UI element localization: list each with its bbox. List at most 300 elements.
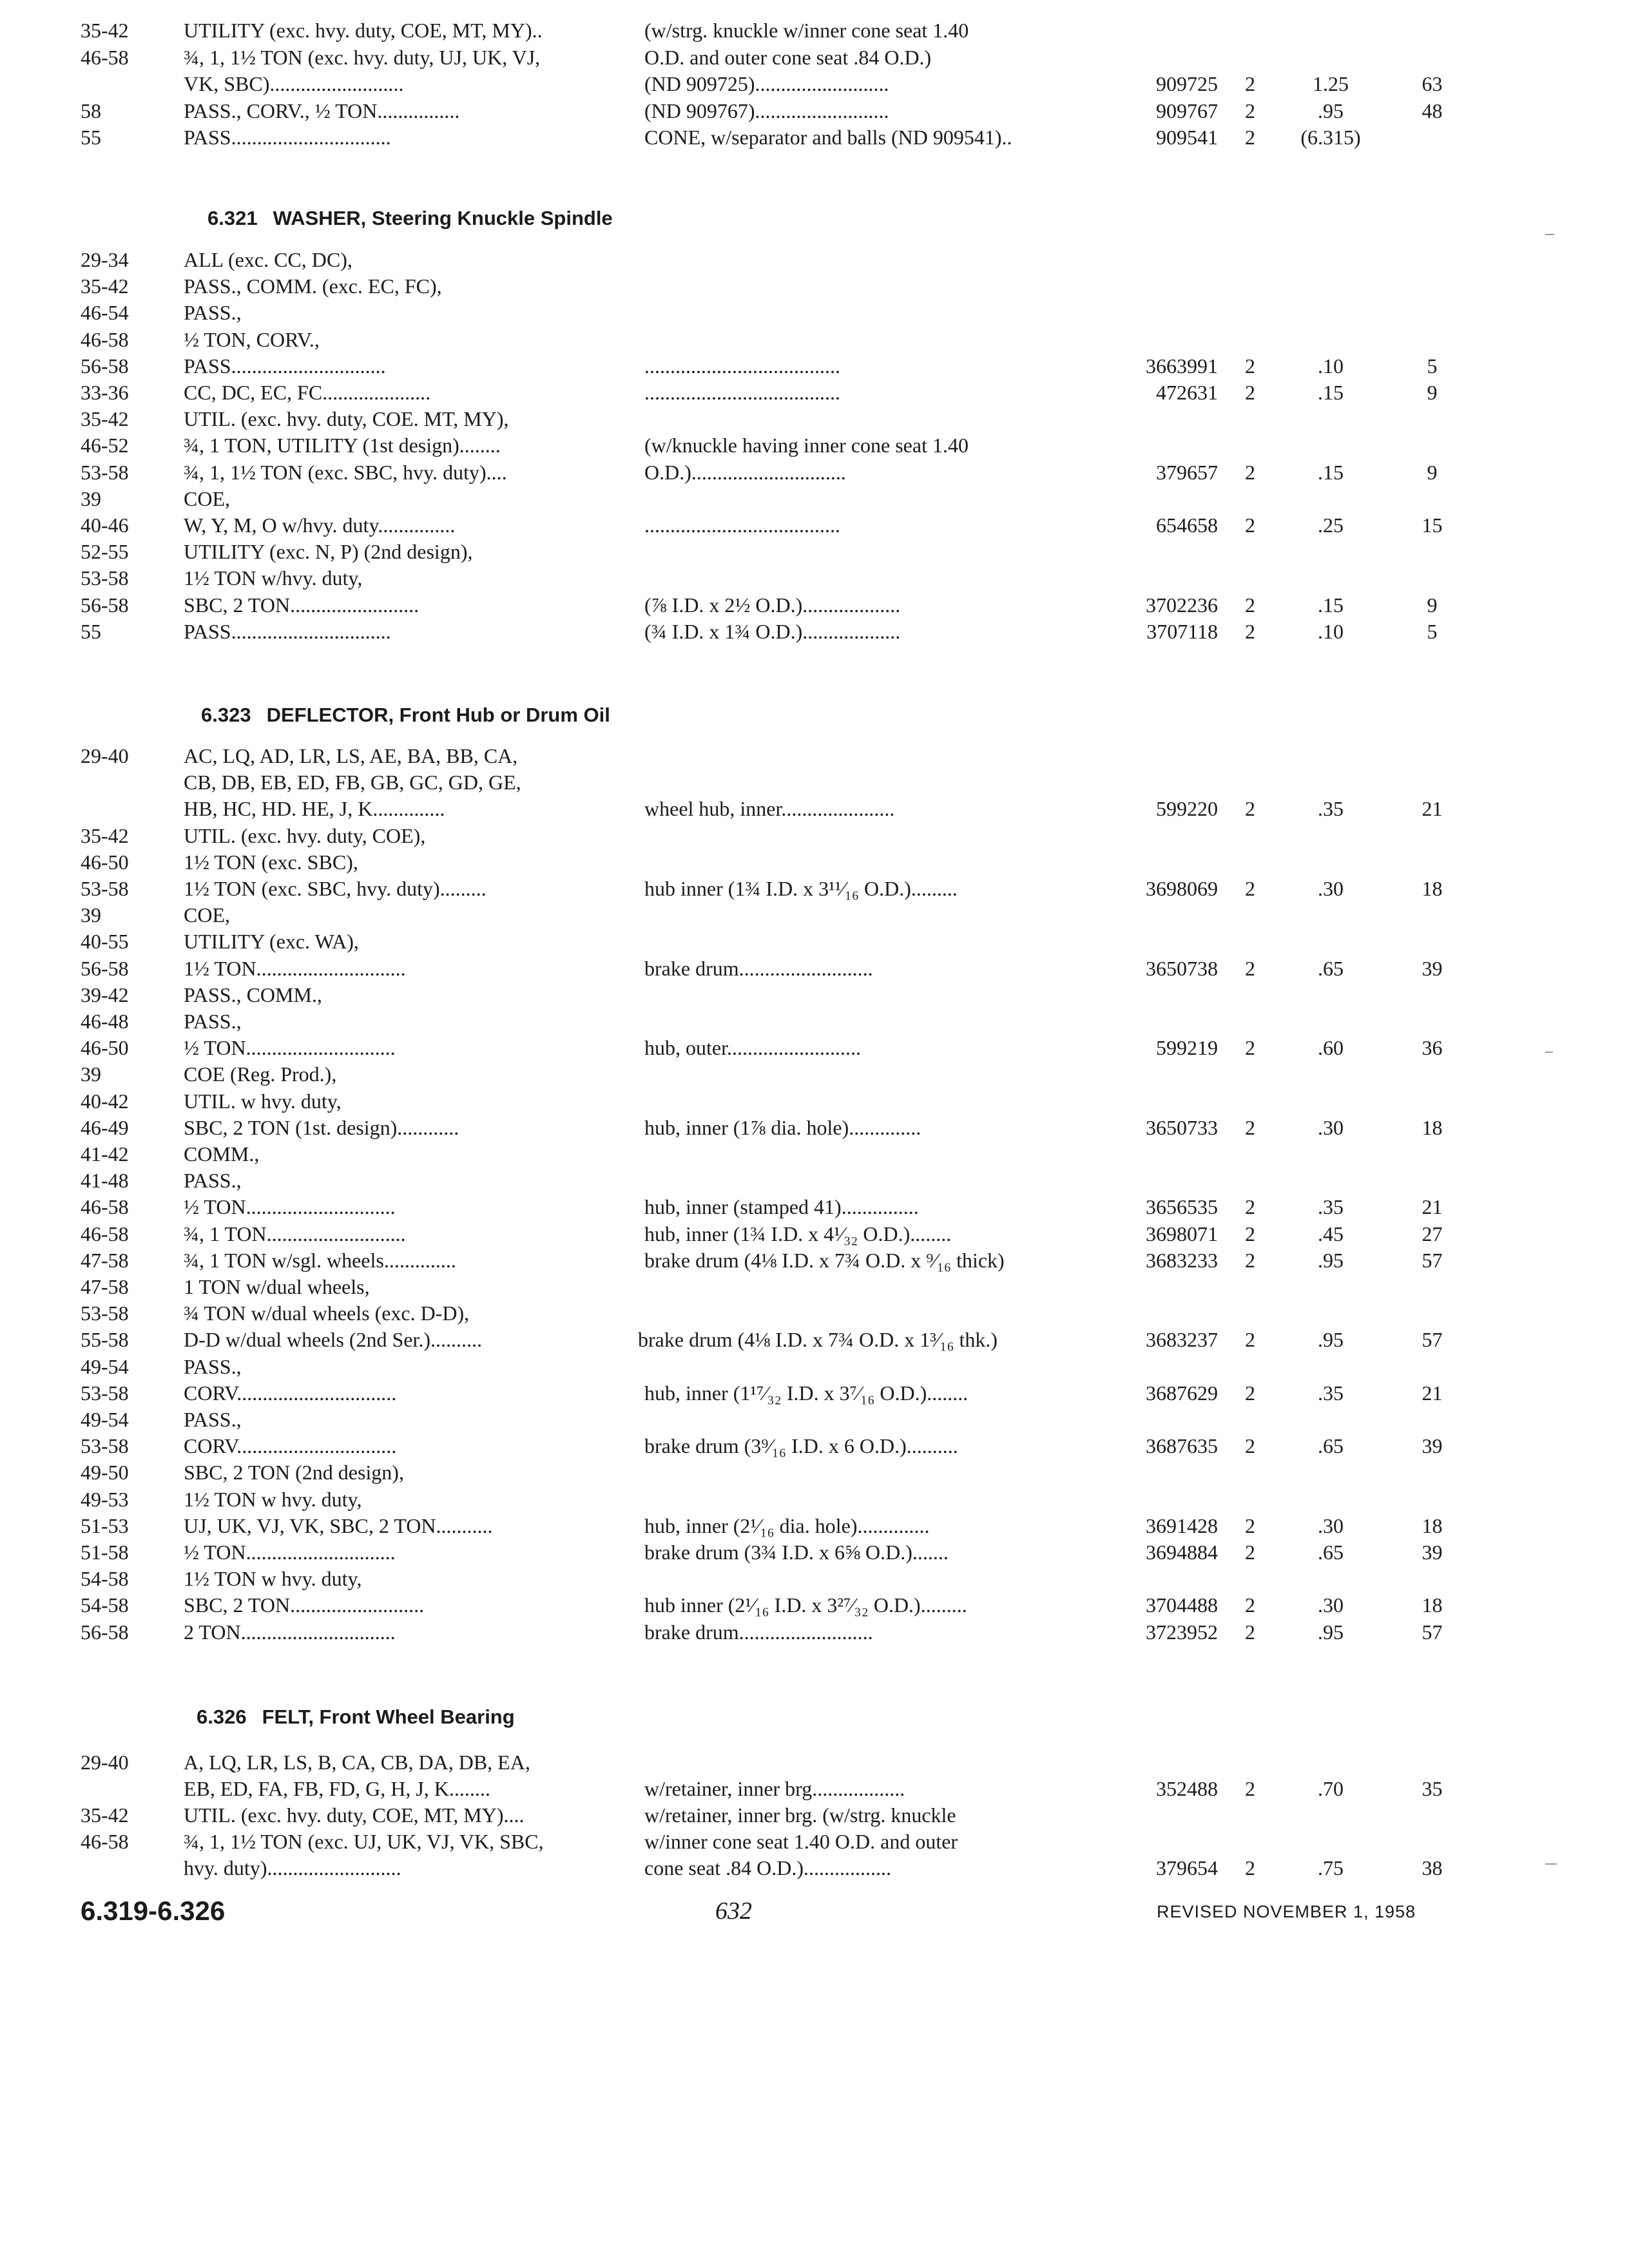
parts-row	[0, 379, 1629, 406]
row-part-number: 3687635	[1146, 1434, 1218, 1457]
row-quantity: 2	[1245, 1620, 1255, 1644]
row-years: 35-42	[81, 407, 129, 430]
parts-row	[0, 326, 1629, 353]
parts-row	[0, 1088, 1629, 1115]
row-quantity: 2	[1245, 1434, 1255, 1457]
parts-row	[0, 1565, 1629, 1592]
parts-row	[0, 1379, 1629, 1407]
row-description: (w/knuckle having inner cone seat 1.40	[644, 434, 969, 457]
row-price: (6.315)	[1300, 126, 1361, 149]
row-weight: 18	[1422, 1593, 1443, 1617]
row-years: 56-58	[81, 593, 129, 617]
row-application: ¾, 1 TON w/sgl. wheels..............	[184, 1249, 456, 1272]
row-application: HB, HC, HD. HE, J, K..............	[184, 797, 445, 820]
row-part-number: 3650733	[1146, 1116, 1218, 1139]
row-quantity: 2	[1245, 593, 1255, 617]
row-weight: 5	[1427, 354, 1438, 378]
row-description: w/retainer, inner brg. (w/strg. knuckle	[644, 1803, 956, 1827]
row-years: 56-58	[81, 354, 129, 378]
section-heading	[201, 700, 610, 730]
row-weight: 57	[1422, 1328, 1443, 1351]
row-application: PASS., COMM.,	[184, 983, 322, 1006]
parts-row	[0, 769, 1629, 796]
row-years: 29-40	[81, 1751, 129, 1774]
row-price: .70	[1318, 1777, 1344, 1800]
row-years: 46-52	[81, 434, 129, 457]
row-application: 1½ TON w/hvy. duty,	[184, 566, 363, 590]
parts-row	[0, 44, 1629, 71]
row-weight: 38	[1422, 1856, 1443, 1879]
row-part-number: 3698069	[1146, 877, 1218, 900]
parts-row	[0, 1512, 1629, 1539]
row-application: D-D w/dual wheels (2nd Ser.)..........	[184, 1328, 483, 1351]
parts-row	[0, 928, 1629, 955]
row-years: 40-46	[81, 514, 129, 537]
row-quantity: 2	[1245, 1116, 1255, 1139]
row-application: UTILITY (exc. hvy. duty, COE, MT, MY)..	[184, 19, 543, 42]
row-years: 55	[81, 620, 101, 643]
row-years: 51-58	[81, 1541, 129, 1564]
row-application: PASS.,	[184, 1010, 242, 1033]
margin-mark	[1545, 234, 1554, 235]
parts-row	[0, 432, 1629, 459]
parts-row	[0, 1140, 1629, 1168]
parts-row	[0, 875, 1629, 902]
row-part-number: 379654	[1156, 1856, 1218, 1879]
row-application: ¾ TON w/dual wheels (exc. D-D),	[184, 1302, 470, 1325]
row-application: ¾, 1 TON...........................	[184, 1222, 406, 1245]
row-weight: 21	[1422, 797, 1443, 820]
row-weight: 39	[1422, 1434, 1443, 1457]
row-part-number: 3650738	[1146, 957, 1218, 980]
row-years: 46-50	[81, 850, 129, 874]
row-years: 51-53	[81, 1514, 129, 1537]
row-years: 54-58	[81, 1593, 129, 1617]
row-quantity: 2	[1245, 126, 1255, 149]
row-application: hvy. duty)..........................	[184, 1856, 401, 1879]
row-years: 49-54	[81, 1355, 129, 1378]
row-years: 55	[81, 126, 101, 149]
section-heading	[207, 204, 613, 233]
section-title: DEFLECTOR, Front Hub or Drum Oil	[266, 704, 610, 726]
row-application: ¾, 1, 1½ TON (exc. UJ, UK, VJ, VK, SBC,	[184, 1830, 544, 1853]
row-price: .95	[1318, 1328, 1344, 1351]
row-description: brake drum (4⅛ I.D. x 7¾ O.D. x ⁹⁄₁₆ thick)	[644, 1249, 1005, 1272]
row-quantity: 2	[1245, 1777, 1255, 1800]
row-application: ¾, 1 TON, UTILITY (1st design)........	[184, 434, 501, 457]
row-application: A, LQ, LR, LS, B, CA, CB, DA, DB, EA,	[184, 1751, 530, 1774]
row-description: cone seat .84 O.D.).................	[644, 1856, 892, 1879]
row-years: 55-58	[81, 1328, 129, 1351]
row-description: ......................................	[644, 514, 840, 537]
parts-row	[0, 1486, 1629, 1513]
row-application: PASS., CORV., ½ TON................	[184, 99, 460, 122]
row-application: ALL (exc. CC, DC),	[184, 248, 352, 271]
row-part-number: 909541	[1156, 126, 1218, 149]
row-description: w/inner cone seat 1.40 O.D. and outer	[644, 1830, 958, 1853]
row-application: UTIL. (exc. hvy. duty, COE. MT, MY),	[184, 407, 509, 430]
row-application: ¾, 1, 1½ TON (exc. SBC, hvy. duty)....	[184, 461, 507, 484]
row-price: .35	[1318, 1195, 1344, 1218]
row-years: 47-58	[81, 1249, 129, 1272]
row-weight: 36	[1422, 1036, 1443, 1059]
row-years: 29-40	[81, 744, 129, 767]
row-years: 49-54	[81, 1408, 129, 1431]
margin-mark	[1545, 1052, 1553, 1053]
row-description: w/retainer, inner brg..................	[644, 1777, 905, 1800]
parts-row	[0, 538, 1629, 565]
parts-row	[0, 1802, 1629, 1829]
row-part-number: 599219	[1156, 1036, 1218, 1059]
row-description: brake drum..........................	[644, 957, 873, 980]
row-price: .10	[1318, 354, 1344, 378]
row-years: 53-58	[81, 1434, 129, 1457]
row-price: .60	[1318, 1036, 1344, 1059]
row-application: ½ TON.............................	[184, 1195, 396, 1218]
row-description: hub, outer..........................	[644, 1036, 861, 1059]
row-application: PASS., COMM. (exc. EC, FC),	[184, 274, 442, 298]
row-quantity: 2	[1245, 381, 1255, 404]
parts-row	[0, 273, 1629, 300]
row-price: .75	[1318, 1856, 1344, 1879]
row-part-number: 379657	[1156, 461, 1218, 484]
row-years: 46-58	[81, 1222, 129, 1245]
row-years: 39	[81, 487, 101, 510]
row-years: 53-58	[81, 877, 129, 900]
row-description: ......................................	[644, 354, 840, 378]
row-description: (w/strg. knuckle w/inner cone seat 1.40	[644, 19, 969, 42]
row-description: brake drum (4⅛ I.D. x 7¾ O.D. x 1³⁄₁₆ thk.)	[638, 1328, 998, 1351]
row-price: .15	[1318, 381, 1344, 404]
row-application: PASS...............................	[184, 126, 391, 149]
row-years: 46-48	[81, 1010, 129, 1033]
revision-date: REVISED NOVEMBER 1, 1958	[1157, 1902, 1416, 1921]
row-description: (⅞ I.D. x 2½ O.D.)...................	[644, 593, 901, 617]
row-years: 52-55	[81, 540, 129, 563]
row-application: UJ, UK, VJ, VK, SBC, 2 TON...........	[184, 1514, 493, 1537]
row-application: CC, DC, EC, FC.....................	[184, 381, 431, 404]
row-application: ½ TON, CORV.,	[184, 328, 320, 351]
row-description: ......................................	[644, 381, 840, 404]
row-years: 58	[81, 99, 101, 122]
parts-row	[0, 1193, 1629, 1220]
row-part-number: 3691428	[1146, 1514, 1218, 1537]
row-years: 47-58	[81, 1275, 129, 1298]
row-description: (¾ I.D. x 1¾ O.D.)...................	[644, 620, 901, 643]
parts-row	[0, 1828, 1629, 1855]
row-years: 35-42	[81, 274, 129, 298]
parts-row	[0, 1300, 1629, 1327]
parts-row	[0, 1167, 1629, 1194]
row-part-number: 3683233	[1146, 1249, 1218, 1272]
row-application: CORV...............................	[184, 1381, 397, 1405]
row-part-number: 3723952	[1146, 1620, 1218, 1644]
row-quantity: 2	[1245, 877, 1255, 900]
row-years: 49-50	[81, 1461, 129, 1484]
row-part-number: 3707118	[1146, 620, 1218, 643]
parts-row	[0, 901, 1629, 928]
parts-row	[0, 1034, 1629, 1061]
row-application: SBC, 2 TON (2nd design),	[184, 1461, 404, 1484]
row-weight: 35	[1422, 1777, 1443, 1800]
row-application: EB, ED, FA, FB, FD, G, H, J, K........	[184, 1777, 490, 1800]
row-price: .35	[1318, 1381, 1344, 1405]
row-weight: 21	[1422, 1381, 1443, 1405]
row-description: hub inner (2¹⁄₁₆ I.D. x 3²⁷⁄₃₂ O.D.).........	[644, 1593, 967, 1617]
row-years: 46-58	[81, 46, 129, 69]
row-years: 46-50	[81, 1036, 129, 1059]
parts-row	[0, 591, 1629, 619]
row-application: COE,	[184, 903, 230, 927]
row-description: hub, inner (1⅞ dia. hole)..............	[644, 1116, 921, 1139]
row-price: .30	[1318, 1514, 1344, 1537]
row-description: hub, inner (2¹⁄₁₆ dia. hole)..............	[644, 1514, 930, 1537]
row-price: .30	[1318, 1116, 1344, 1139]
row-years: 53-58	[81, 566, 129, 590]
row-price: .10	[1318, 620, 1344, 643]
row-application: PASS.,	[184, 301, 242, 324]
row-description: hub, inner (1¹⁷⁄₃₂ I.D. x 3⁷⁄₁₆ O.D.)........	[644, 1381, 969, 1405]
section-heading	[197, 1702, 515, 1732]
parts-row	[0, 485, 1629, 512]
parts-row	[0, 1220, 1629, 1247]
row-quantity: 2	[1245, 957, 1255, 980]
row-price: .30	[1318, 877, 1344, 900]
row-quantity: 2	[1245, 1195, 1255, 1218]
parts-row	[0, 1854, 1629, 1881]
row-price: .15	[1318, 461, 1344, 484]
row-application: PASS..............................	[184, 354, 386, 378]
row-weight: 18	[1422, 877, 1443, 900]
row-years: 46-58	[81, 1195, 129, 1218]
parts-row	[0, 1008, 1629, 1035]
row-weight: 39	[1422, 1541, 1443, 1564]
row-quantity: 2	[1245, 1541, 1255, 1564]
parts-row	[0, 124, 1629, 151]
row-application: COE (Reg. Prod.),	[184, 1062, 337, 1086]
row-application: ¾, 1, 1½ TON (exc. hvy. duty, UJ, UK, VJ,	[184, 46, 541, 69]
parts-row	[0, 564, 1629, 591]
row-years: 39	[81, 1062, 101, 1086]
row-part-number: 3704488	[1146, 1593, 1218, 1617]
row-years: 46-58	[81, 328, 129, 351]
row-years: 41-48	[81, 1169, 129, 1192]
parts-row	[0, 1459, 1629, 1486]
row-application: ½ TON.............................	[184, 1036, 396, 1059]
row-description: hub, inner (1¾ I.D. x 4¹⁄₃₂ O.D.)........	[644, 1222, 952, 1245]
row-weight: 9	[1427, 593, 1438, 617]
row-application: CB, DB, EB, ED, FB, GB, GC, GD, GE,	[184, 771, 521, 794]
row-application: 1½ TON.............................	[184, 957, 406, 980]
parts-row	[0, 1749, 1629, 1776]
row-price: .65	[1318, 1541, 1344, 1564]
row-weight: 9	[1427, 461, 1438, 484]
row-years: 39-42	[81, 983, 129, 1006]
row-years: 35-42	[81, 824, 129, 847]
section-number: 6.321	[207, 207, 258, 229]
parts-row	[0, 822, 1629, 849]
row-weight: 18	[1422, 1514, 1443, 1537]
parts-row	[0, 1247, 1629, 1274]
parts-row	[0, 1353, 1629, 1380]
row-application: COMM.,	[184, 1142, 260, 1166]
row-application: UTIL. (exc. hvy. duty, COE),	[184, 824, 426, 847]
page-range-label: 6.319-6.326	[81, 1896, 226, 1926]
parts-row	[0, 1273, 1629, 1300]
row-quantity: 2	[1245, 1593, 1255, 1617]
row-weight: 57	[1422, 1620, 1443, 1644]
row-weight: 18	[1422, 1116, 1443, 1139]
parts-row	[0, 1406, 1629, 1433]
row-application: CORV...............................	[184, 1434, 397, 1457]
row-application: UTILITY (exc. N, P) (2nd design),	[184, 540, 473, 563]
parts-row	[0, 1591, 1629, 1619]
parts-row	[0, 246, 1629, 273]
row-application: UTIL. (exc. hvy. duty, COE, MT, MY)....	[184, 1803, 525, 1827]
row-description: wheel hub, inner......................	[644, 797, 895, 820]
row-years: 46-49	[81, 1116, 129, 1139]
row-application: 1½ TON w hvy. duty,	[184, 1567, 362, 1590]
parts-row	[0, 981, 1629, 1008]
row-weight: 15	[1422, 514, 1443, 537]
section-number: 6.326	[197, 1706, 247, 1728]
row-description: hub, inner (stamped 41)...............	[644, 1195, 919, 1218]
row-application: UTIL. w hvy. duty,	[184, 1090, 342, 1113]
row-part-number: 3656535	[1146, 1195, 1218, 1218]
row-application: 2 TON..............................	[184, 1620, 396, 1644]
row-quantity: 2	[1245, 72, 1255, 95]
row-quantity: 2	[1245, 99, 1255, 122]
row-description: (ND 909725)..........................	[644, 72, 889, 95]
row-quantity: 2	[1245, 1222, 1255, 1245]
row-application: W, Y, M, O w/hvy. duty...............	[184, 514, 456, 537]
row-weight: 63	[1422, 72, 1443, 95]
parts-row	[0, 299, 1629, 326]
row-weight: 57	[1422, 1249, 1443, 1272]
row-part-number: 3694884	[1146, 1541, 1218, 1564]
row-quantity: 2	[1245, 1381, 1255, 1405]
row-price: .65	[1318, 1434, 1344, 1457]
row-application: ½ TON.............................	[184, 1541, 396, 1564]
row-price: .95	[1318, 99, 1344, 122]
parts-row	[0, 459, 1629, 486]
row-part-number: 472631	[1156, 381, 1218, 404]
margin-mark	[1545, 1863, 1557, 1865]
row-price: .45	[1318, 1222, 1344, 1245]
row-description: CONE, w/separator and balls (ND 909541)..	[644, 126, 1012, 149]
row-description: hub inner (1¾ I.D. x 3¹¹⁄₁₆ O.D.).........	[644, 877, 958, 900]
row-quantity: 2	[1245, 1514, 1255, 1537]
row-years: 53-58	[81, 1302, 129, 1325]
row-price: .35	[1318, 797, 1344, 820]
parts-row	[0, 1432, 1629, 1459]
row-quantity: 2	[1245, 797, 1255, 820]
row-years: 29-34	[81, 248, 129, 271]
parts-row	[0, 512, 1629, 539]
parts-row	[0, 1326, 1629, 1353]
row-application: 1 TON w/dual wheels,	[184, 1275, 370, 1298]
row-price: .15	[1318, 593, 1344, 617]
row-description: brake drum (3⁹⁄₁₆ I.D. x 6 O.D.)..........	[644, 1434, 958, 1457]
row-weight: 5	[1427, 620, 1438, 643]
row-quantity: 2	[1245, 620, 1255, 643]
parts-row	[0, 849, 1629, 876]
row-description: O.D. and outer cone seat .84 O.D.)	[644, 46, 932, 69]
page-number: 632	[715, 1898, 752, 1925]
row-application: AC, LQ, AD, LR, LS, AE, BA, BB, CA,	[184, 744, 518, 767]
row-application: SBC, 2 TON (1st. design)............	[184, 1116, 459, 1139]
row-part-number: 909767	[1156, 99, 1218, 122]
row-price: .65	[1318, 957, 1344, 980]
row-description: brake drum..........................	[644, 1620, 873, 1644]
parts-row	[0, 795, 1629, 822]
row-application: PASS.,	[184, 1169, 242, 1192]
row-years: 53-58	[81, 461, 129, 484]
row-application: 1½ TON (exc. SBC, hvy. duty).........	[184, 877, 487, 900]
row-application: SBC, 2 TON..........................	[184, 1593, 425, 1617]
parts-row	[0, 70, 1629, 97]
row-price: .30	[1318, 1593, 1344, 1617]
row-years: 40-55	[81, 930, 129, 953]
row-description: O.D.)..............................	[644, 461, 846, 484]
row-application: UTILITY (exc. WA),	[184, 930, 359, 953]
row-application: SBC, 2 TON.........................	[184, 593, 419, 617]
parts-row	[0, 352, 1629, 380]
parts-row	[0, 97, 1629, 124]
row-part-number: 352488	[1156, 1777, 1218, 1800]
row-years: 35-42	[81, 19, 129, 42]
row-part-number: 3698071	[1146, 1222, 1218, 1245]
row-part-number: 3683237	[1146, 1328, 1218, 1351]
row-years: 46-54	[81, 301, 129, 324]
row-years: 35-42	[81, 1803, 129, 1827]
row-years: 46-58	[81, 1830, 129, 1853]
row-application: 1½ TON w hvy. duty,	[184, 1488, 362, 1511]
row-application: VK, SBC)..........................	[184, 72, 404, 95]
row-years: 53-58	[81, 1381, 129, 1405]
parts-row	[0, 1775, 1629, 1802]
row-weight: 48	[1422, 99, 1443, 122]
row-application: PASS.,	[184, 1408, 242, 1431]
section-title: WASHER, Steering Knuckle Spindle	[273, 207, 613, 229]
row-weight: 9	[1427, 381, 1438, 404]
row-part-number: 654658	[1156, 514, 1218, 537]
row-years: 33-36	[81, 381, 129, 404]
parts-row	[0, 955, 1629, 982]
parts-row	[0, 405, 1629, 432]
parts-row	[0, 618, 1629, 645]
row-quantity: 2	[1245, 354, 1255, 378]
row-price: .95	[1318, 1620, 1344, 1644]
row-years: 56-58	[81, 1620, 129, 1644]
row-years: 41-42	[81, 1142, 129, 1166]
row-price: 1.25	[1313, 72, 1349, 95]
parts-row	[0, 1539, 1629, 1566]
row-part-number: 3687629	[1146, 1381, 1218, 1405]
row-quantity: 2	[1245, 1036, 1255, 1059]
parts-row	[0, 1061, 1629, 1088]
parts-row	[0, 1619, 1629, 1646]
row-weight: 39	[1422, 957, 1443, 980]
row-part-number: 599220	[1156, 797, 1218, 820]
parts-row	[0, 742, 1629, 769]
row-years: 40-42	[81, 1090, 129, 1113]
row-application: 1½ TON (exc. SBC),	[184, 850, 358, 874]
row-years: 49-53	[81, 1488, 129, 1511]
row-price: .95	[1318, 1249, 1344, 1272]
section-number: 6.323	[201, 704, 251, 726]
row-years: 54-58	[81, 1567, 129, 1590]
